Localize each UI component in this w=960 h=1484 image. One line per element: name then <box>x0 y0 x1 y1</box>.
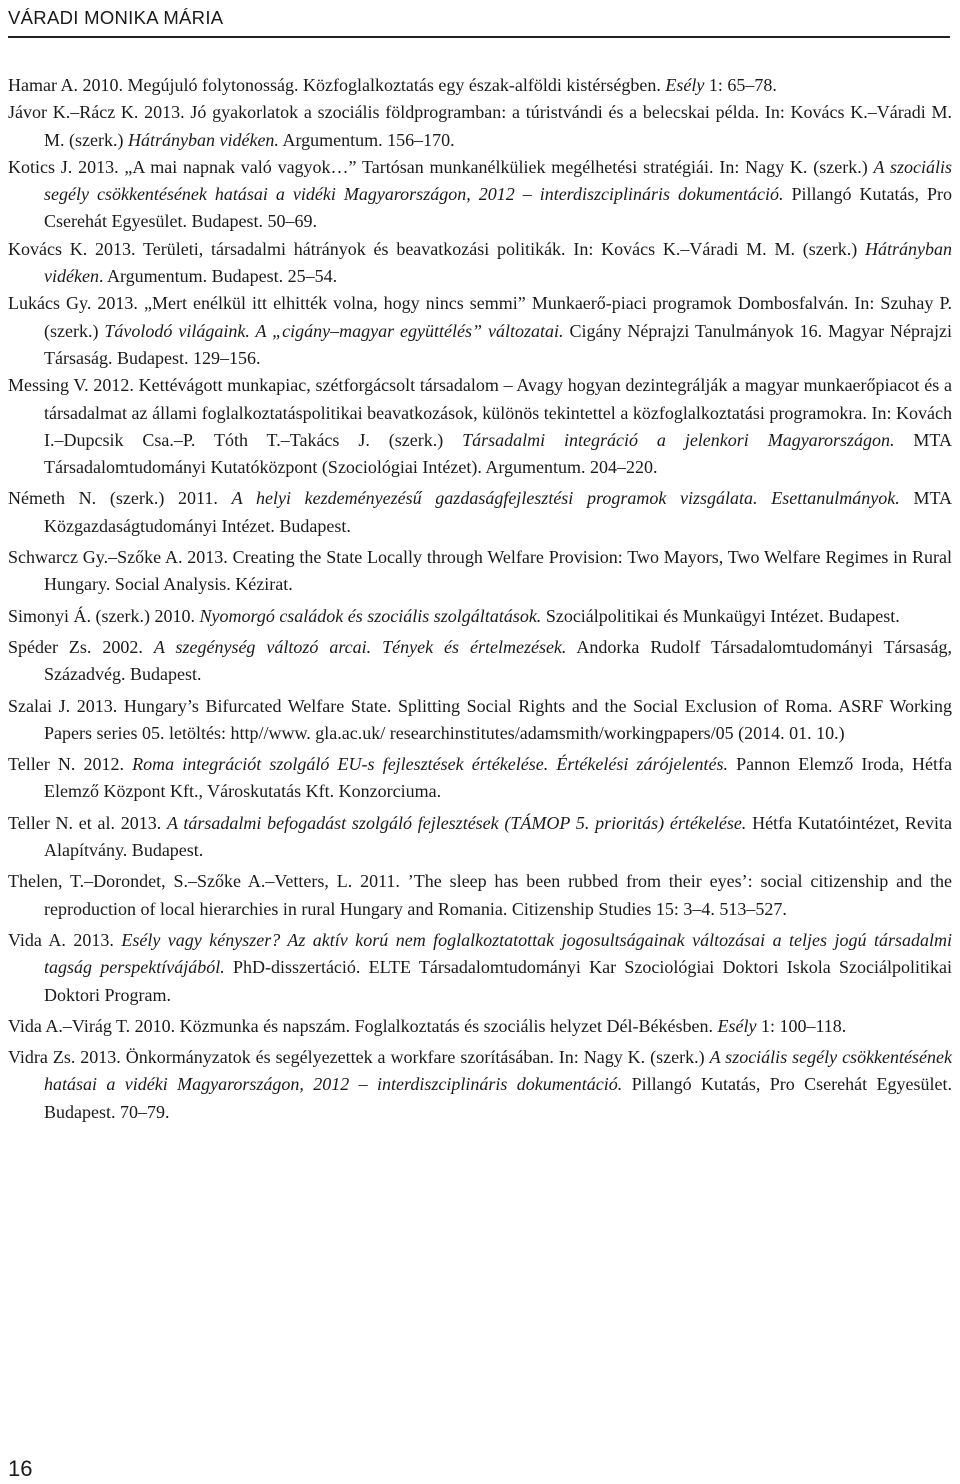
reference-entry <box>8 1044 952 1126</box>
reference-text: Németh N. (szerk.) 2011. <box>8 488 232 509</box>
reference-text: Kovács K. 2013. Területi, társadalmi hátrányok és beavatkozási politikák. In: Kovács K.–Váradi M. M. (szerk.) <box>8 238 865 259</box>
running-header <box>8 4 950 38</box>
reference-text: Pannon Elemző Iroda, Hétfa Elemző Központ Kft., Városkutatás Kft. Konzorciuma. <box>44 754 952 802</box>
reference-list <box>8 72 952 1130</box>
reference-entry <box>8 485 952 540</box>
reference-entry <box>8 290 952 372</box>
reference-entry <box>8 372 952 481</box>
reference-title-italic: A helyi kezdeményezésű gazdaságfejlesztési programok vizsgálata. <box>231 488 758 509</box>
reference-title-italic: Esély vagy kényszer? Az aktív korú nem foglalkoztatottak jogosultságainak változásai a teljes jogú társadalmi tagság perspektívájából. <box>44 929 952 978</box>
reference-title-italic: Esély <box>717 1015 757 1036</box>
reference-text: . Argumentum. Budapest. 25–54. <box>98 266 338 287</box>
header-author-name: VÁRADI MONIKA MÁRIA <box>8 7 224 28</box>
reference-text: Hamar A. 2010. Megújuló folytonosság. Közfoglalkoztatás egy észak-alföldi kistérségben. <box>8 75 666 95</box>
reference-text: PhD-disszertáció. ELTE Társadalomtudományi Kar Szociológiai Doktori Iskola Szociálpolitikai Doktori Program. <box>44 957 952 1005</box>
reference-text: Andorka Rudolf Társadalomtudományi Társaság, Századvég. Budapest. <box>44 636 953 685</box>
reference-text: Vida A. 2013. <box>8 929 122 950</box>
reference-entry <box>8 544 952 599</box>
reference-entry <box>8 751 952 806</box>
reference-title-italic: A szociális segély csökkentésének hatásai a vidéki Magyarországon, 2012 – interdiszciplináris dokumentáció. <box>44 156 952 205</box>
reference-text: Simonyi Á. (szerk.) 2010. <box>8 605 200 626</box>
reference-entry <box>8 693 952 748</box>
page-number: 16 <box>8 1456 33 1481</box>
reference-text: Hétfa Kutatóintézet, Revita Alapítvány. Budapest. <box>44 812 952 861</box>
reference-text: Schwarcz Gy.–Szőke A. 2013. Creating the State Locally through Welfare Provision: Two Mayors, Two Welfare Regimes in Rural Hungary. Social Analysis. Kézirat. <box>8 547 952 595</box>
reference-title-italic: Távolodó világaink. A „cigány–magyar együttélés” változatai. <box>104 320 564 341</box>
reference-title-italic: Hátrányban vidéken <box>44 238 952 287</box>
reference-text: MTA Társadalomtudományi Kutatóközpont (Szociológiai Intézet). Argumentum. 204–220. <box>44 429 952 478</box>
reference-entry <box>8 927 952 1009</box>
reference-entry <box>8 236 952 291</box>
reference-text: Spéder Zs. 2002. <box>8 636 154 657</box>
reference-text: Lukács Gy. 2013. „Mert enélkül itt elhitték volna, hogy nincs semmi” Munkaerő-piaci programok Dombosfalván. In: Szuhay P. (szerk.) <box>8 293 952 341</box>
reference-text: 1: 100–118. <box>756 1015 847 1036</box>
reference-text: Kotics J. 2013. „A mai napnak való vagyok…” Tartósan munkanélküliek megélhetési stratégiái. In: Nagy K. (szerk.) <box>8 156 874 177</box>
reference-text: MTA Közgazdaságtudományi Intézet. Budapest. <box>44 488 953 536</box>
reference-title-italic: Társadalmi integráció a jelenkori Magyarországon. <box>462 429 895 450</box>
reference-title-italic: A szegénység változó arcai. Tények és értelmezések. <box>153 636 567 657</box>
reference-title-italic: Esettanulmányok. <box>757 488 900 509</box>
reference-entry <box>8 810 952 865</box>
reference-text: Szociálpolitikai és Munkaügyi Intézet. Budapest. <box>541 605 900 626</box>
reference-entry <box>8 72 952 99</box>
reference-text: Teller N. 2012. <box>8 754 133 775</box>
reference-entry <box>8 603 952 630</box>
reference-entry <box>8 99 952 154</box>
reference-text: Messing V. 2012. Kettévágott munkapiac, szétforgácsolt társadalom – Avagy hogyan dezintegrálják a magyar munkaerőpiacot és a társadalmat az állami foglalkoztatáspolitikai beavatkozások, különös tekintettel a közfoglalkoztatási programokra. In: Kovách I.–Dupcsik Csa.–P. Tóth T.–Takács J. (szerk.) <box>8 375 952 450</box>
reference-text: Pillangó Kutatás, Pro Cserehát Egyesület. Budapest. 70–79. <box>44 1074 952 1122</box>
reference-title-italic: A szociális segély csökkentésének hatásai a vidéki Magyarországon, 2012 – interdiszciplináris dokumentáció. <box>44 1047 952 1095</box>
reference-title-italic: A társadalmi befogadást szolgáló fejlesztések (TÁMOP 5. prioritás) értékelése. <box>166 812 747 833</box>
reference-text: Jávor K.–Rácz K. 2013. Jó gyakorlatok a szociális földprogramban: a túristvándi és a belecskai példa. In: Kovács K.–Váradi M. M. (szerk.) <box>8 102 952 150</box>
reference-title-italic: Nyomorgó családok és szociális szolgáltatások. <box>199 605 542 626</box>
reference-title-italic: Roma integrációt szolgáló EU-s fejlesztések értékelése. Értékelési zárójelentés. <box>132 754 728 775</box>
reference-entry <box>8 634 952 689</box>
reference-text: Vida A.–Virág T. 2010. Közmunka és napszám. Foglalkoztatás és szociális helyzet Dél-Békésben. <box>8 1015 718 1036</box>
reference-text: Teller N. et al. 2013. <box>8 812 167 833</box>
reference-text: 1: 65–78. <box>704 75 777 95</box>
reference-entry <box>8 154 952 236</box>
reference-title-italic: Esély <box>665 75 705 95</box>
reference-title-italic: Hátrányban vidéken. <box>127 129 279 150</box>
reference-entry <box>8 1013 952 1040</box>
reference-text: Cigány Néprajzi Tanulmányok 16. Magyar Néprajzi Társaság. Budapest. 129–156. <box>44 320 952 368</box>
reference-entry <box>8 868 952 923</box>
reference-text: Pillangó Kutatás, Pro Cserehát Egyesület. Budapest. 50–69. <box>44 184 952 232</box>
reference-text: Vidra Zs. 2013. Önkormányzatok és segélyezettek a workfare szorításában. In: Nagy K. (szerk.) <box>8 1047 710 1068</box>
reference-text: Thelen, T.–Dorondet, S.–Szőke A.–Vetters, L. 2011. ’The sleep has been rubbed from their eyes’: social citizenship and the reproduction of local hierarchies in rural Hungary and Romania. Citizenship Studies 15: 3–4. 513–527. <box>8 871 952 919</box>
reference-text: Argumentum. 156–170. <box>278 129 455 150</box>
reference-text: Szalai J. 2013. Hungary’s Bifurcated Welfare State. Splitting Social Rights and the Social Exclusion of Roma. ASRF Working Papers series 05. letöltés: http//www. gla.ac.uk/ researchinstitutes/adamsmith/workingpapers/05 (2014. 01. 10.) <box>8 695 952 743</box>
